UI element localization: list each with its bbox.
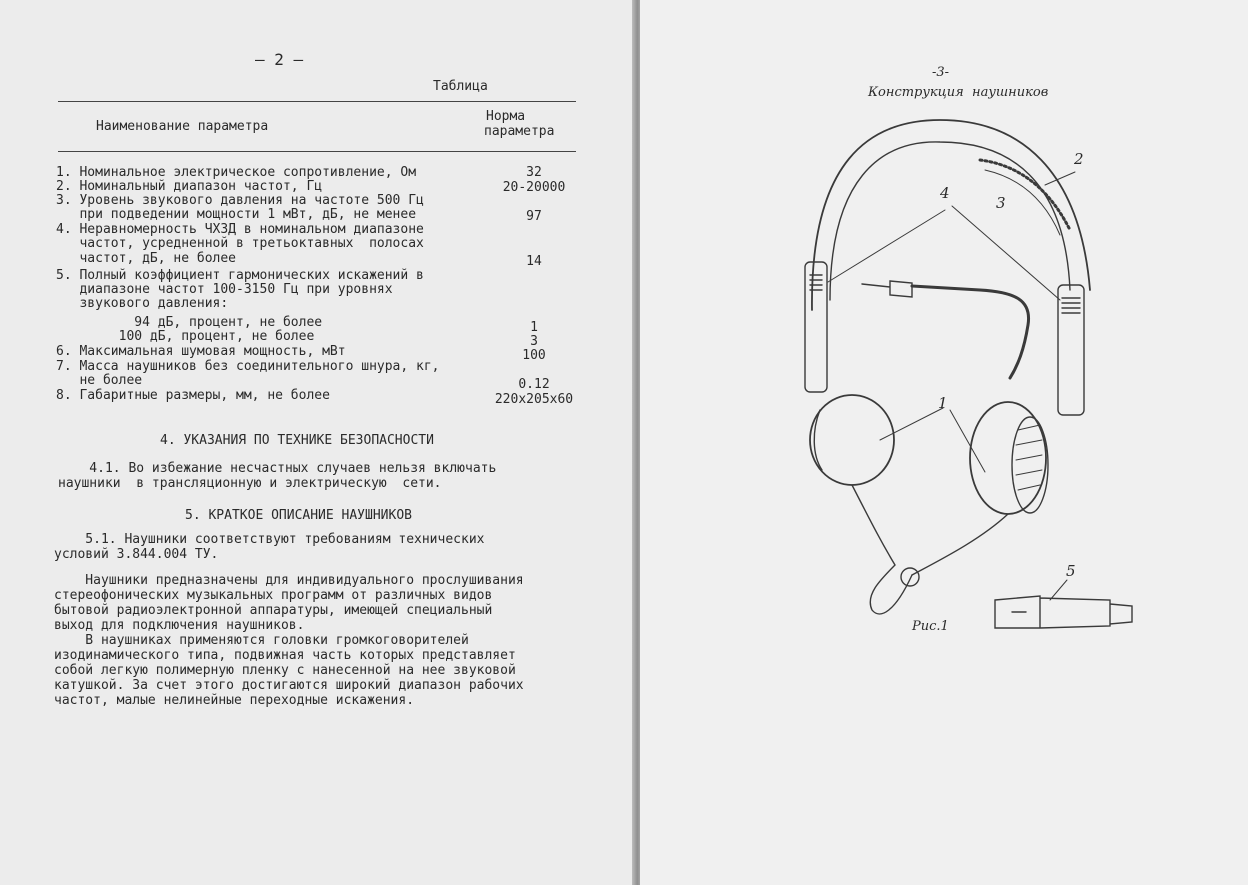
- paragraph-line: стереофонических музыкальных программ от различных видов: [54, 588, 493, 603]
- headband-inner: [830, 142, 1070, 300]
- callout-1: 1: [938, 394, 948, 412]
- section-4-title: 4. УКАЗАНИЯ ПО ТЕХНИКЕ БЕЗОПАСНОСТИ: [160, 433, 434, 448]
- left-slider: [805, 262, 827, 392]
- paragraph-line: изодинамического типа, подвижная часть которых представляет: [54, 648, 516, 663]
- left-ear-cup: [810, 395, 894, 485]
- figure-caption: Рис.1: [912, 619, 949, 634]
- callout-3: 3: [996, 194, 1006, 212]
- table-row-text: при подведении мощности 1 мВт, дБ, не менее: [56, 207, 417, 222]
- section-4-line-2: наушники в трансляционную и электрическую сети.: [58, 476, 442, 491]
- page-number: – 2 –: [255, 50, 304, 69]
- paragraph-line: Наушники предназначены для индивидуального прослушивания: [54, 573, 524, 588]
- table-row-text: 100 дБ, процент, не более: [56, 329, 315, 344]
- table-row-value: 100: [522, 348, 546, 363]
- callout-5: 5: [1066, 562, 1076, 580]
- callout-4: 4: [940, 184, 950, 202]
- cord: [852, 485, 912, 614]
- table-row-text: 6. Максимальная шумовая мощность, мВт: [56, 344, 346, 359]
- table-row-text: звукового давления:: [56, 296, 229, 311]
- table-row-text: 7. Масса наушников без соединительного шнура, кг,: [56, 359, 440, 374]
- column-header-norm-line2: параметра: [484, 124, 555, 139]
- cord-splitter: [901, 568, 919, 586]
- table-row-value: 14: [526, 254, 542, 269]
- callout-2: 2: [1074, 150, 1084, 168]
- table-row-value: 1: [530, 320, 538, 335]
- table-row-text: 4. Неравномерность ЧХЗД в номинальном диапазоне: [56, 222, 424, 237]
- table-row-value: 0.12: [518, 377, 550, 392]
- page-number: -3-: [932, 65, 950, 80]
- paragraph-line: катушкой. За счет этого достигаются широкий диапазон рабочих: [54, 678, 524, 693]
- table-row-value: 3: [530, 334, 538, 349]
- column-header-norm-line1: Норма: [486, 109, 526, 124]
- table-row-text: частот, дБ, не более: [56, 251, 237, 266]
- table-row-text: 1. Номинальное электрическое сопротивление, Ом: [56, 165, 417, 180]
- table-row-text: 8. Габаритные размеры, мм, не более: [56, 388, 330, 403]
- paragraph-line: бытовой радиоэлектронной аппаратуры, имеющей специальный: [54, 603, 493, 618]
- table-top-rule: [58, 101, 576, 102]
- section-5-line-2: условий 3.844.004 ТУ.: [54, 547, 219, 562]
- table-row-text: диапазоне частот 100-3150 Гц при уровнях: [56, 282, 393, 297]
- table-row-value: 97: [526, 209, 542, 224]
- paragraph-line: выход для подключения наушников.: [54, 618, 305, 633]
- table-row-text: 94 дБ, процент, не более: [56, 315, 323, 330]
- headphones-drawing: [640, 0, 1248, 885]
- headband-outer: [812, 120, 1090, 310]
- table-caption: Таблица: [433, 79, 488, 94]
- table-row-value: 32: [526, 165, 542, 180]
- table-row-text: частот, усредненной в третьоктавных полосах: [56, 236, 424, 251]
- table-row-value: 20-20000: [502, 180, 566, 195]
- section-5-line-1: 5.1. Наушники соответствуют требованиям технических: [54, 532, 485, 547]
- table-row-text: не более: [56, 373, 143, 388]
- right-slider: [1058, 285, 1084, 415]
- connector-plug: [862, 281, 912, 297]
- table-row-text: 3. Уровень звукового давления на частоте 500 Гц: [56, 193, 424, 208]
- table-row-text: 2. Номинальный диапазон частот, Гц: [56, 179, 323, 194]
- paragraph-line: частот, малые нелинейные переходные искажения.: [54, 693, 415, 708]
- table-row-value: 220х205х60: [494, 392, 574, 407]
- table-row-text: 5. Полный коэффициент гармонических искажений в: [56, 268, 424, 283]
- table-header-rule: [58, 151, 576, 152]
- paragraph-line: собой легкую полимерную пленку с нанесенной на нее звуковой: [54, 663, 516, 678]
- paragraph-line: В наушниках применяются головки громкоговорителей: [54, 633, 469, 648]
- section-4-line-1: 4.1. Во избежание несчастных случаев нельзя включать: [58, 461, 497, 476]
- right-page: [640, 0, 1248, 885]
- figure-title: Конструкция наушников: [868, 85, 1049, 100]
- column-header-parameter: Наименование параметра: [96, 119, 269, 134]
- section-5-title: 5. КРАТКОЕ ОПИСАНИЕ НАУШНИКОВ: [185, 508, 412, 523]
